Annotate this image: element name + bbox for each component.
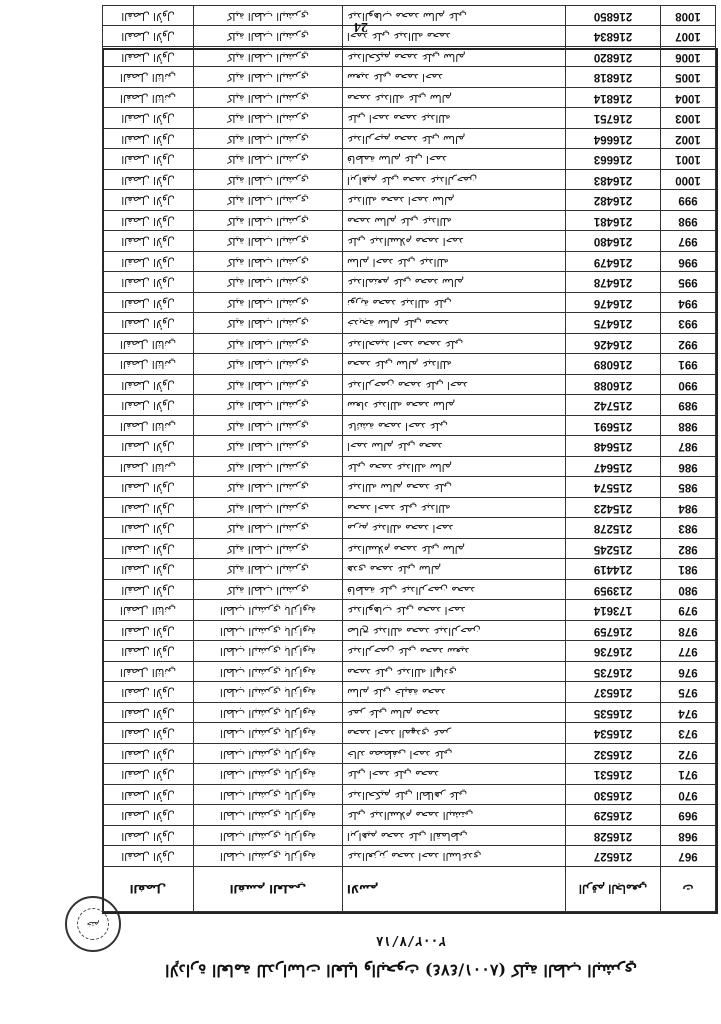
row-name: عمر علي سالم محمد <box>343 703 566 724</box>
table-row <box>103 436 716 457</box>
row-name: محمد سالم علي عبدالله <box>343 211 566 232</box>
row-term: الفصل الأول <box>103 108 194 129</box>
row-term: الفصل الأول <box>103 149 194 170</box>
row-name: عبدالحكيم علي الطاهر علي <box>343 785 566 806</box>
table-row <box>103 129 716 150</box>
row-name: عبدالوهاب محمد سالم علي <box>343 6 566 27</box>
row-student-number: 216089 <box>566 354 661 375</box>
row-name: فاطمة سالم علي احمد <box>343 149 566 170</box>
table-row <box>103 293 716 314</box>
row-student-number: 216834 <box>566 26 661 47</box>
row-seq: 981 <box>661 559 716 580</box>
row-student-number: 216850 <box>566 6 661 27</box>
row-seq: 993 <box>661 313 716 334</box>
row-department: كلية الطب البشري <box>194 477 343 498</box>
row-term: الفصل الأول <box>103 293 194 314</box>
row-student-number: 216820 <box>566 47 661 68</box>
row-term: الفصل الأول <box>103 744 194 765</box>
table-row <box>103 272 716 293</box>
row-department: الطب البشري بالزاوية <box>194 641 343 662</box>
row-seq: 997 <box>661 231 716 252</box>
row-student-number: 216530 <box>566 785 661 806</box>
row-department: كلية الطب البشري <box>194 47 343 68</box>
table-row <box>103 170 716 191</box>
student-table <box>102 5 716 912</box>
row-student-number: 173614 <box>566 600 661 621</box>
row-name: خديجة سالم علي محمد <box>343 313 566 334</box>
row-term: الفصل الأول <box>103 231 194 252</box>
table-row <box>103 334 716 355</box>
table-row <box>103 621 716 642</box>
row-seq: 986 <box>661 457 716 478</box>
table-row <box>103 744 716 765</box>
row-term: الفصل الأول <box>103 26 194 47</box>
table-row <box>103 764 716 785</box>
table-row <box>103 846 716 867</box>
row-name: سالم علي خليفة محمد <box>343 682 566 703</box>
row-seq: 980 <box>661 580 716 601</box>
table-row <box>103 785 716 806</box>
row-seq: 1003 <box>661 108 716 129</box>
row-name: عبدالله محمد احمد سالم <box>343 190 566 211</box>
row-department: الطب البشري بالزاوية <box>194 785 343 806</box>
row-department: كلية الطب البشري <box>194 334 343 355</box>
row-term: الفصل الثاني <box>103 600 194 621</box>
row-name: عائشة محمد احمد علي <box>343 416 566 437</box>
row-seq: 998 <box>661 211 716 232</box>
row-student-number: 216483 <box>566 170 661 191</box>
row-seq: 990 <box>661 375 716 396</box>
row-department: كلية الطب البشري <box>194 375 343 396</box>
table-row <box>103 108 716 129</box>
table-row <box>103 149 716 170</box>
seal-emblem: ختم <box>77 908 109 940</box>
table-row <box>103 641 716 662</box>
row-department: كلية الطب البشري <box>194 190 343 211</box>
row-student-number: 216529 <box>566 805 661 826</box>
row-term: الفصل الأول <box>103 764 194 785</box>
table-row <box>103 498 716 519</box>
table-row <box>103 416 716 437</box>
row-department: كلية الطب البشري <box>194 252 343 273</box>
row-student-number: 216535 <box>566 703 661 724</box>
table-row <box>103 190 716 211</box>
row-seq: 1004 <box>661 88 716 109</box>
row-seq: 984 <box>661 498 716 519</box>
row-student-number: 216479 <box>566 252 661 273</box>
row-term: الفصل الأول <box>103 703 194 724</box>
row-student-number: 216088 <box>566 375 661 396</box>
row-term: الفصل الثاني <box>103 416 194 437</box>
table-row <box>103 26 716 47</box>
row-term: الفصل الثاني <box>103 67 194 88</box>
table-row <box>103 600 716 621</box>
table-row <box>103 211 716 232</box>
table-row <box>103 580 716 601</box>
row-seq: 967 <box>661 846 716 867</box>
row-department: كلية الطب البشري <box>194 231 343 252</box>
row-name: خالد مصطفى احمد علي <box>343 744 566 765</box>
header-name: الاسم <box>343 867 566 912</box>
row-term: الفصل الأول <box>103 826 194 847</box>
row-name: علي عبدالسلام محمد احمد <box>343 231 566 252</box>
row-name: احمد سالم علي محمد <box>343 436 566 457</box>
row-term: الفصل الأول <box>103 559 194 580</box>
row-term: الفصل الأول <box>103 539 194 560</box>
row-department: كلية الطب البشري <box>194 416 343 437</box>
row-department: الطب البشري بالزاوية <box>194 764 343 785</box>
row-name: عبدالحميد احمد محمد علي <box>343 334 566 355</box>
row-seq: 991 <box>661 354 716 375</box>
row-term: الفصل الأول <box>103 805 194 826</box>
page-number: 24 <box>354 19 368 34</box>
row-department: الطب البشري بالزاوية <box>194 621 343 642</box>
table-row <box>103 354 716 375</box>
row-term: الفصل الأول <box>103 723 194 744</box>
row-name: عبدالحكيم محمد علي سالم <box>343 47 566 68</box>
row-term: الفصل الثاني <box>103 354 194 375</box>
row-term: الفصل الأول <box>103 477 194 498</box>
row-student-number: 216426 <box>566 334 661 355</box>
table-body <box>103 6 716 867</box>
row-department: كلية الطب البشري <box>194 67 343 88</box>
row-department: الطب البشري بالزاوية <box>194 703 343 724</box>
row-name: محمد علي عبدالله الهادي <box>343 662 566 683</box>
row-name: عبدالله سالم محمد علي <box>343 477 566 498</box>
row-term: الفصل الأول <box>103 846 194 867</box>
row-seq: 975 <box>661 682 716 703</box>
page-title: الإدارة العامة للدراسات العليا والبحوث (٨٠٠١/٤٧٤) كلية الطب البشري <box>165 961 637 980</box>
header-term: الفصل <box>103 867 194 912</box>
row-name: ابراهيم محمد علي القماطي <box>343 826 566 847</box>
row-name: عبدالسلام محمد علي سالم <box>343 539 566 560</box>
table-row <box>103 703 716 724</box>
row-name: عبدالرحيم محمد علي سالم <box>343 129 566 150</box>
row-term: الفصل الأول <box>103 682 194 703</box>
row-seq: 974 <box>661 703 716 724</box>
row-term: الفصل الأول <box>103 518 194 539</box>
row-department: الطب البشري بالزاوية <box>194 846 343 867</box>
header-student-number: الرقم الجامعي <box>566 867 661 912</box>
row-name: علي احمد علي محمد <box>343 764 566 785</box>
row-seq: 970 <box>661 785 716 806</box>
row-seq: 1006 <box>661 47 716 68</box>
row-department: كلية الطب البشري <box>194 88 343 109</box>
table-row <box>103 723 716 744</box>
row-name: عبدالوهاب علي محمد احمد <box>343 600 566 621</box>
row-name: محمد علي سالم عبدالله <box>343 354 566 375</box>
row-student-number: 216531 <box>566 764 661 785</box>
row-name: هدى محمد علي سالم <box>343 559 566 580</box>
row-student-number: 216480 <box>566 231 661 252</box>
row-term: الفصل الأول <box>103 641 194 662</box>
row-seq: 982 <box>661 539 716 560</box>
row-seq: 979 <box>661 600 716 621</box>
table-row <box>103 375 716 396</box>
row-term: الفصل الثاني <box>103 457 194 478</box>
row-name: صالح عبدالله محمد عبدالرحمن <box>343 621 566 642</box>
row-name: علي عبدالسلام محمد البشتي <box>343 805 566 826</box>
row-term: الفصل الأول <box>103 252 194 273</box>
row-name: سعاد عبدالله محمد سالم <box>343 395 566 416</box>
row-department: الطب البشري بالزاوية <box>194 723 343 744</box>
row-department: كلية الطب البشري <box>194 580 343 601</box>
row-name: احمد علي عبدالله محمد <box>343 26 566 47</box>
row-student-number: 216532 <box>566 744 661 765</box>
row-name: محمد احمد علي عبدالله <box>343 498 566 519</box>
row-seq: 983 <box>661 518 716 539</box>
row-name: علي احمد محمد عبدالله <box>343 108 566 129</box>
row-term: الفصل الأول <box>103 395 194 416</box>
table-row <box>103 231 716 252</box>
row-student-number: 216664 <box>566 129 661 150</box>
row-name: فاطمة علي عبدالرحمن محمد <box>343 580 566 601</box>
row-seq: 999 <box>661 190 716 211</box>
row-department: كلية الطب البشري <box>194 539 343 560</box>
row-seq: 1007 <box>661 26 716 47</box>
row-seq: 1000 <box>661 170 716 191</box>
row-seq: 971 <box>661 764 716 785</box>
table-row <box>103 47 716 68</box>
row-seq: 995 <box>661 272 716 293</box>
table-row <box>103 252 716 273</box>
table-row <box>103 518 716 539</box>
table-row <box>103 662 716 683</box>
table-row <box>103 67 716 88</box>
row-seq: 985 <box>661 477 716 498</box>
row-term: الفصل الأول <box>103 211 194 232</box>
table-row <box>103 395 716 416</box>
row-seq: 1001 <box>661 149 716 170</box>
row-term: الفصل الثاني <box>103 662 194 683</box>
row-department: الطب البشري بالزاوية <box>194 600 343 621</box>
row-name: سالم احمد علي عبدالله <box>343 252 566 273</box>
row-department: الطب البشري بالزاوية <box>194 744 343 765</box>
table-row <box>103 682 716 703</box>
row-department: كلية الطب البشري <box>194 436 343 457</box>
row-student-number: 216528 <box>566 826 661 847</box>
row-term: الفصل الأول <box>103 436 194 457</box>
row-department: الطب البشري بالزاوية <box>194 662 343 683</box>
row-student-number: 214419 <box>566 559 661 580</box>
row-seq: 996 <box>661 252 716 273</box>
row-department: الطب البشري بالزاوية <box>194 826 343 847</box>
row-term: الفصل الأول <box>103 375 194 396</box>
row-student-number: 216476 <box>566 293 661 314</box>
row-department: كلية الطب البشري <box>194 313 343 334</box>
row-department: كلية الطب البشري <box>194 272 343 293</box>
table-row <box>103 313 716 334</box>
row-department: كلية الطب البشري <box>194 457 343 478</box>
row-student-number: 215742 <box>566 395 661 416</box>
table-row <box>103 457 716 478</box>
row-name: علي محمد عبدالله سالم <box>343 457 566 478</box>
row-student-number: 216818 <box>566 67 661 88</box>
row-student-number: 215278 <box>566 518 661 539</box>
row-seq: 994 <box>661 293 716 314</box>
row-department: كلية الطب البشري <box>194 211 343 232</box>
row-seq: 977 <box>661 641 716 662</box>
row-name: مريم عبدالله محمد احمد <box>343 518 566 539</box>
row-student-number: 216736 <box>566 641 661 662</box>
row-name: ابراهيم علي محمد عبدالرحمن <box>343 170 566 191</box>
row-department: كلية الطب البشري <box>194 149 343 170</box>
row-name: محمد احمد المهدي عمر <box>343 723 566 744</box>
row-seq: 972 <box>661 744 716 765</box>
row-student-number: 216814 <box>566 88 661 109</box>
row-student-number: 215423 <box>566 498 661 519</box>
row-department: كلية الطب البشري <box>194 108 343 129</box>
row-name: عبدالرحمن محمد علي احمد <box>343 375 566 396</box>
table-row <box>103 826 716 847</box>
row-department: كلية الطب البشري <box>194 293 343 314</box>
row-student-number: 213959 <box>566 580 661 601</box>
row-student-number: 216537 <box>566 682 661 703</box>
row-term: الفصل الأول <box>103 272 194 293</box>
row-term: الفصل الأول <box>103 313 194 334</box>
row-term: الفصل الثاني <box>103 88 194 109</box>
row-name: عبدالعزيز محمد احمد الساعدي <box>343 846 566 867</box>
row-seq: 1005 <box>661 67 716 88</box>
row-term: الفصل الأول <box>103 785 194 806</box>
row-department: كلية الطب البشري <box>194 129 343 150</box>
row-seq: 988 <box>661 416 716 437</box>
table-header-row <box>103 867 716 912</box>
header-department: القسم العلمي <box>194 867 343 912</box>
row-student-number: 215245 <box>566 539 661 560</box>
row-term: الفصل الأول <box>103 170 194 191</box>
row-department: كلية الطب البشري <box>194 395 343 416</box>
row-department: كلية الطب البشري <box>194 559 343 580</box>
row-department: كلية الطب البشري <box>194 26 343 47</box>
row-seq: 992 <box>661 334 716 355</box>
row-name: سعيد علي محمد احمد <box>343 67 566 88</box>
row-term: الفصل الأول <box>103 6 194 27</box>
table-row <box>103 6 716 27</box>
row-student-number: 216478 <box>566 272 661 293</box>
table-row <box>103 805 716 826</box>
row-term: الفصل الأول <box>103 129 194 150</box>
row-name: نورية محمد عبدالله علي <box>343 293 566 314</box>
row-student-number: 216751 <box>566 108 661 129</box>
row-seq: 989 <box>661 395 716 416</box>
row-seq: 969 <box>661 805 716 826</box>
row-seq: 1002 <box>661 129 716 150</box>
row-student-number: 216759 <box>566 621 661 642</box>
row-student-number: 215691 <box>566 416 661 437</box>
table-row <box>103 559 716 580</box>
row-seq: 976 <box>661 662 716 683</box>
row-seq: 978 <box>661 621 716 642</box>
row-student-number: 216735 <box>566 662 661 683</box>
row-name: عبدالرحمن علي محمد سعيد <box>343 641 566 662</box>
row-department: كلية الطب البشري <box>194 518 343 539</box>
document-date: ٢٠٠٢/٧/١٨ <box>375 933 447 948</box>
row-student-number: 215647 <box>566 457 661 478</box>
row-term: الفصل الثاني <box>103 334 194 355</box>
row-student-number: 216663 <box>566 149 661 170</box>
row-term: الفصل الأول <box>103 498 194 519</box>
row-name: محمد عبدالله علي سالم <box>343 88 566 109</box>
row-seq: 968 <box>661 826 716 847</box>
table-row <box>103 477 716 498</box>
row-department: كلية الطب البشري <box>194 354 343 375</box>
row-term: الفصل الأول <box>103 190 194 211</box>
row-student-number: 215574 <box>566 477 661 498</box>
header-seq: ت <box>661 867 716 912</box>
row-seq: 987 <box>661 436 716 457</box>
row-term: الفصل الأول <box>103 621 194 642</box>
row-name: عبدالمنعم علي محمد سالم <box>343 272 566 293</box>
row-student-number: 215648 <box>566 436 661 457</box>
row-seq: 973 <box>661 723 716 744</box>
row-student-number: 216481 <box>566 211 661 232</box>
table-row <box>103 88 716 109</box>
row-department: كلية الطب البشري <box>194 170 343 191</box>
row-department: الطب البشري بالزاوية <box>194 682 343 703</box>
row-student-number: 216534 <box>566 723 661 744</box>
student-table-wrapper <box>102 9 718 914</box>
row-department: كلية الطب البشري <box>194 6 343 27</box>
row-seq: 1008 <box>661 6 716 27</box>
table-row <box>103 539 716 560</box>
row-department: كلية الطب البشري <box>194 498 343 519</box>
row-student-number: 216527 <box>566 846 661 867</box>
row-term: الفصل الأول <box>103 47 194 68</box>
row-student-number: 216475 <box>566 313 661 334</box>
row-department: الطب البشري بالزاوية <box>194 805 343 826</box>
row-student-number: 216482 <box>566 190 661 211</box>
row-term: الفصل الأول <box>103 580 194 601</box>
